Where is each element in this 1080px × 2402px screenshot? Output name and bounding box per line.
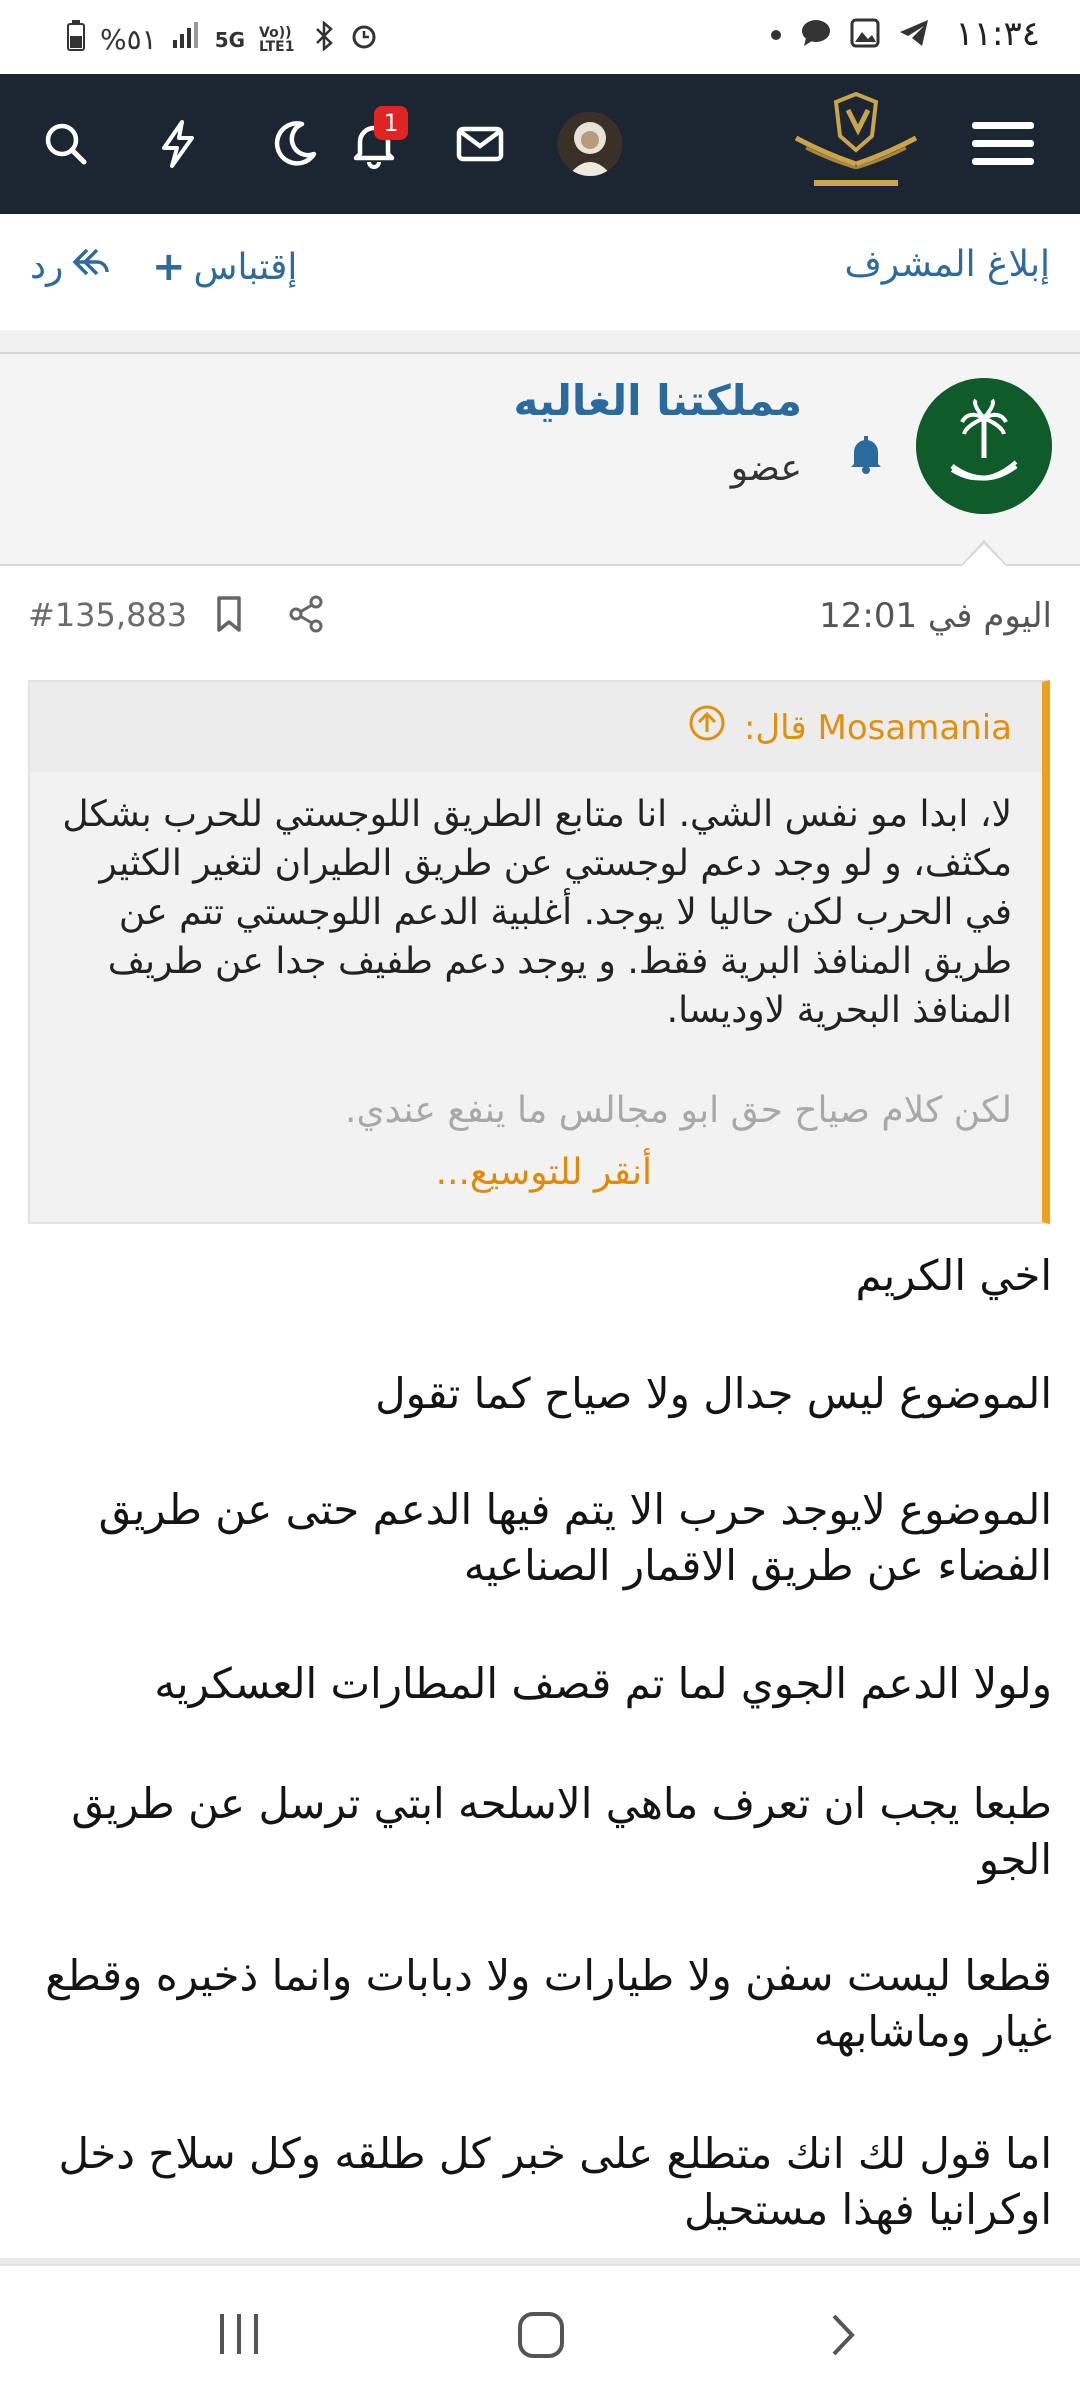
reply-label: رد <box>30 246 64 287</box>
notifications-icon[interactable] <box>346 109 402 172</box>
post-paragraph: قطعا ليست سفن ولا طيارات ولا دبابات وانما ذخيره وقطع غيار وماشابهه <box>45 1951 1052 2056</box>
post-paragraph: اما قول لك انك متطلع على خبر كل طلقه وكل سلاح دخل اوكرانيا فهذا مستحيل <box>58 2129 1052 2234</box>
post-author-block <box>0 354 1080 566</box>
system-nav-bar <box>0 2264 1080 2402</box>
share-icon[interactable] <box>286 594 326 634</box>
reply-button[interactable] <box>30 244 111 289</box>
chat-icon <box>800 18 832 52</box>
report-link[interactable]: إبلاغ المشرف <box>844 244 1050 285</box>
signal-icon <box>171 22 201 57</box>
quote-body: لا، ابدا مو نفس الشي. انا متابع الطريق اللوجستي للحرب بشكل مكثف، و لو وجد دعم لوجستي عن طريق الطيران لتغير الكثير في الحرب لكن حاليا لا يوجد. أغلبية الدعم اللوجستي تتم عن طريق المنافذ البرية فقط. و يوجد دعم طفيف جدا عن طريف المنافذ البحرية لاوديسا. <box>62 794 1012 1031</box>
network-type: 5G <box>214 27 246 52</box>
post-date[interactable]: اليوم في 12:01 <box>819 596 1052 636</box>
author-pointer-inner <box>962 544 1006 566</box>
recent-apps-button[interactable] <box>214 2312 264 2356</box>
author-role: عضو <box>730 448 802 489</box>
telegram-icon <box>898 18 930 52</box>
battery-icon <box>66 20 86 59</box>
quote-author-label: Mosamania قال: <box>743 707 1012 748</box>
post-paragraph: الموضوع لايوجد حرب الا يتم فيها الدعم حتى عن طريق الفضاء عن طريق الاقمار الصناعيه <box>98 1485 1052 1590</box>
quote-label: إقتباس <box>193 246 298 288</box>
back-button[interactable] <box>822 2310 862 2360</box>
quote-button[interactable] <box>152 244 297 290</box>
home-button[interactable] <box>516 2310 566 2360</box>
post-action-bar <box>0 214 1080 332</box>
app-header <box>0 74 1080 214</box>
author-name[interactable]: مملكتنا الغاليه <box>513 376 802 425</box>
expand-quote-link[interactable]: أنقر للتوسيع... <box>435 1152 652 1193</box>
reply-icon <box>71 244 111 289</box>
post-meta-row <box>0 566 1080 666</box>
site-logo[interactable] <box>786 84 926 204</box>
quote-block <box>28 680 1050 1224</box>
post-number[interactable]: #135,883 <box>28 596 188 634</box>
section-divider <box>0 330 1080 354</box>
bookmark-icon[interactable] <box>212 594 246 634</box>
author-avatar[interactable] <box>916 378 1052 514</box>
quote-faded-line: لكن كلام صياح حق ابو مجالس ما ينفع عندي. <box>345 1090 1012 1131</box>
plus-icon: + <box>152 244 186 290</box>
status-left-icons <box>66 20 379 59</box>
post-paragraph: طبعا يجب ان تعرف ماهي الاسلحه ابتي ترسل عن طريق الجو <box>71 1779 1052 1884</box>
status-right-icons <box>770 18 930 52</box>
notification-badge: 1 <box>374 106 408 140</box>
battery-percent: %٥١ <box>100 23 157 56</box>
alarm-icon <box>349 21 379 58</box>
post-paragraph: الموضوع ليس جدال ولا صياح كما تقول <box>375 1369 1052 1418</box>
post-paragraph: ولولا الدعم الجوي لما تم قصف المطارات العسكريه <box>154 1659 1052 1708</box>
moon-icon[interactable] <box>266 116 322 172</box>
post-paragraph: اخي الكريم <box>855 1251 1052 1300</box>
status-time: ١١:٣٤ <box>955 14 1040 54</box>
user-avatar[interactable] <box>558 112 622 176</box>
dot-icon <box>770 26 782 45</box>
menu-icon[interactable] <box>968 116 1038 172</box>
search-icon[interactable] <box>38 116 94 172</box>
jump-up-icon[interactable] <box>688 704 726 751</box>
volte-label: Vo)) LTE1 <box>259 24 295 55</box>
quote-author[interactable] <box>688 704 1012 751</box>
bluetooth-icon <box>313 21 335 58</box>
status-bar <box>0 0 1080 74</box>
inbox-icon[interactable] <box>452 116 508 172</box>
gallery-icon <box>850 18 880 52</box>
lightning-icon[interactable] <box>150 116 206 172</box>
follow-bell-icon[interactable] <box>844 432 888 476</box>
